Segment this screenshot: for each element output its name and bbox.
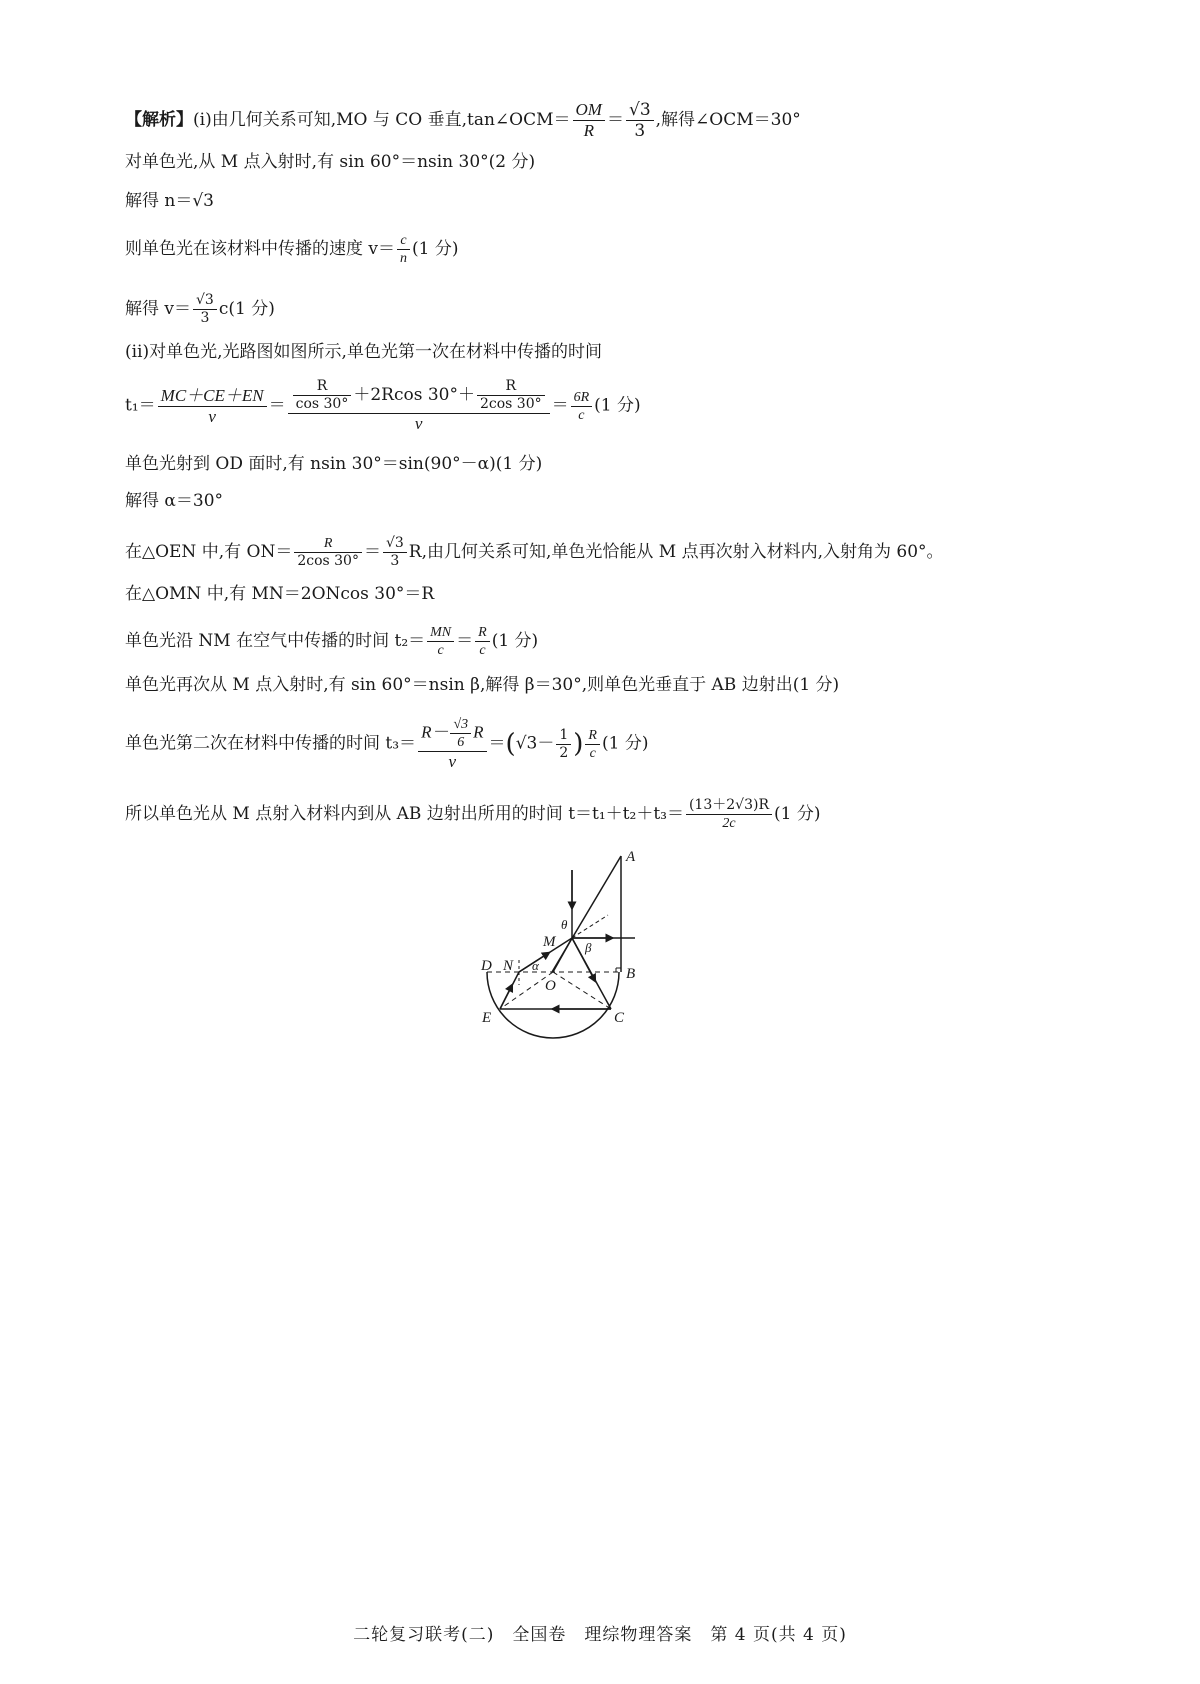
normal-dashed [572,915,608,938]
label-alpha: α [532,958,539,973]
t1-path-fraction: $\frac{MC+CE+EN}{v}$ [158,386,267,427]
label-b: B [626,966,636,982]
speed-result-line: 解得 v＝ $\frac{√3}{3}$ c(1 分) [125,292,275,326]
od-face-equation-line: 单色光射到 OD 面时,有 nsin 30°＝sin(90°－α)(1 分) [125,454,543,474]
page-footer: 二轮复习联考(二) 全国卷 理综物理答案 第 4 页(共 4 页) [353,1625,847,1645]
line-mo [553,938,572,972]
solution-part1-line: 【解析】(ⅰ)由几何关系可知,MO 与 CO 垂直,tan∠OCM＝ $\frac{OM}{R}$ ＝ $\frac{√3}{3}$ ,解得∠OCM＝30° [125,100,801,141]
angle-result: ,解得∠OCM＝30° [655,110,801,130]
t1-equation-line: t₁＝ $\frac{MC+CE+EN}{v}$ ＝ $\frac{R}{\cos 30^\circ}$ ＋2Rcos 30°＋ $\frac{R}{2\cos 30^\circ}$ v ＝ $\frac{6R}{c}$ (1 分) [125,378,641,433]
speed-fraction: $\frac{√3}{3}$ [193,292,217,327]
solution-heading: 【解析】 [125,110,193,130]
second-incidence-line: 单色光再次从 M 点入射时,有 sin 60°＝nsin β,解得 β＝30°,则单色光垂直于 AB 边射出(1 分) [125,675,840,695]
t2-equation-line: 单色光沿 NM 在空气中传播的时间 t₂＝ $\frac{MN}{c}$ ＝ $\frac{R}{c}$ (1 分) [125,625,539,658]
total-time-fraction: $\frac{(13+2√3)R}{2c}$ [686,797,772,832]
label-m: M [543,934,556,950]
tan-fraction: $\frac{OM}{R}$ [573,100,605,141]
part1-text: 由几何关系可知,MO 与 CO 垂直,tan∠OCM＝ [211,110,571,130]
radius-oc [553,972,611,1009]
alpha-result-line: 解得 α＝30° [125,491,224,511]
refractive-index-result: 解得 n＝√3 [125,191,215,211]
t1-compound-fraction: $\frac{R}{\cos 30^\circ}$ ＋2Rcos 30°＋ $\frac{R}{2\cos 30^\circ}$ v [288,378,550,434]
part2-label: (ⅱ) [125,342,150,362]
t3-equation-line: 单色光第二次在材料中传播的时间 t₃＝ R－ $\frac{√3}{6}$ R v ＝(√3－ $\frac{1}{2}$ ) $\frac{R}{c}$ (1 分) [125,717,649,771]
t1-result-fraction: $\frac{6R}{c}$ [571,389,593,424]
label-c: C [614,1010,625,1026]
on-sqrt-fraction: $\frac{√3}{3}$ [383,535,407,570]
label-o: O [545,978,556,994]
light-path-diagram [470,840,710,1050]
part2-intro-line: (ⅱ)对单色光,光路图如图所示,单色光第一次在材料中传播的时间 [125,342,602,362]
on-length-line: 在△OEN 中,有 ON＝ $\frac{R}{2\cos 30^\circ}$ ＝ $\frac{√3}{3}$ R,由几何关系可知,单色光恰能从 M 点再次射入材料内,入射角为 60°。 [125,535,944,569]
snell-equation-line: 对单色光,从 M 点入射时,有 sin 60°＝nsin 30°(2 分) [125,152,536,172]
r-over-c-fraction: $\frac{R}{c}$ [475,624,490,659]
speed-formula-line: 则单色光在该材料中传播的速度 v＝ $\frac{c}{n}$ (1 分) [125,233,459,266]
on-fraction: $\frac{R}{2\cos 30^\circ}$ [294,535,362,570]
mn-length-line: 在△OMN 中,有 MN＝2ONcos 30°＝R [125,584,435,604]
sqrt3-over-3-fraction: $\frac{√3}{3}$ [626,100,654,141]
label-theta: θ [561,917,568,932]
label-d: D [481,958,492,974]
label-e: E [482,1010,492,1026]
c-over-n-fraction: $\frac{c}{n}$ [397,232,410,267]
label-beta: β [585,940,592,955]
label-n: N [503,958,514,974]
t3-compound-fraction: R－ $\frac{√3}{6}$ R v [418,716,486,772]
total-time-line: 所以单色光从 M 点射入材料内到从 AB 边射出所用的时间 t＝t₁＋t₂＋t₃＝ $\frac{(13+2√3)R}{2c}$ (1 分) [125,797,821,831]
label-a: A [626,849,636,865]
part1-label: (ⅰ) [193,110,212,130]
t3-r-over-c-fraction: $\frac{R}{c}$ [585,727,600,762]
mn-over-c-fraction: $\frac{MN}{c}$ [427,624,454,659]
